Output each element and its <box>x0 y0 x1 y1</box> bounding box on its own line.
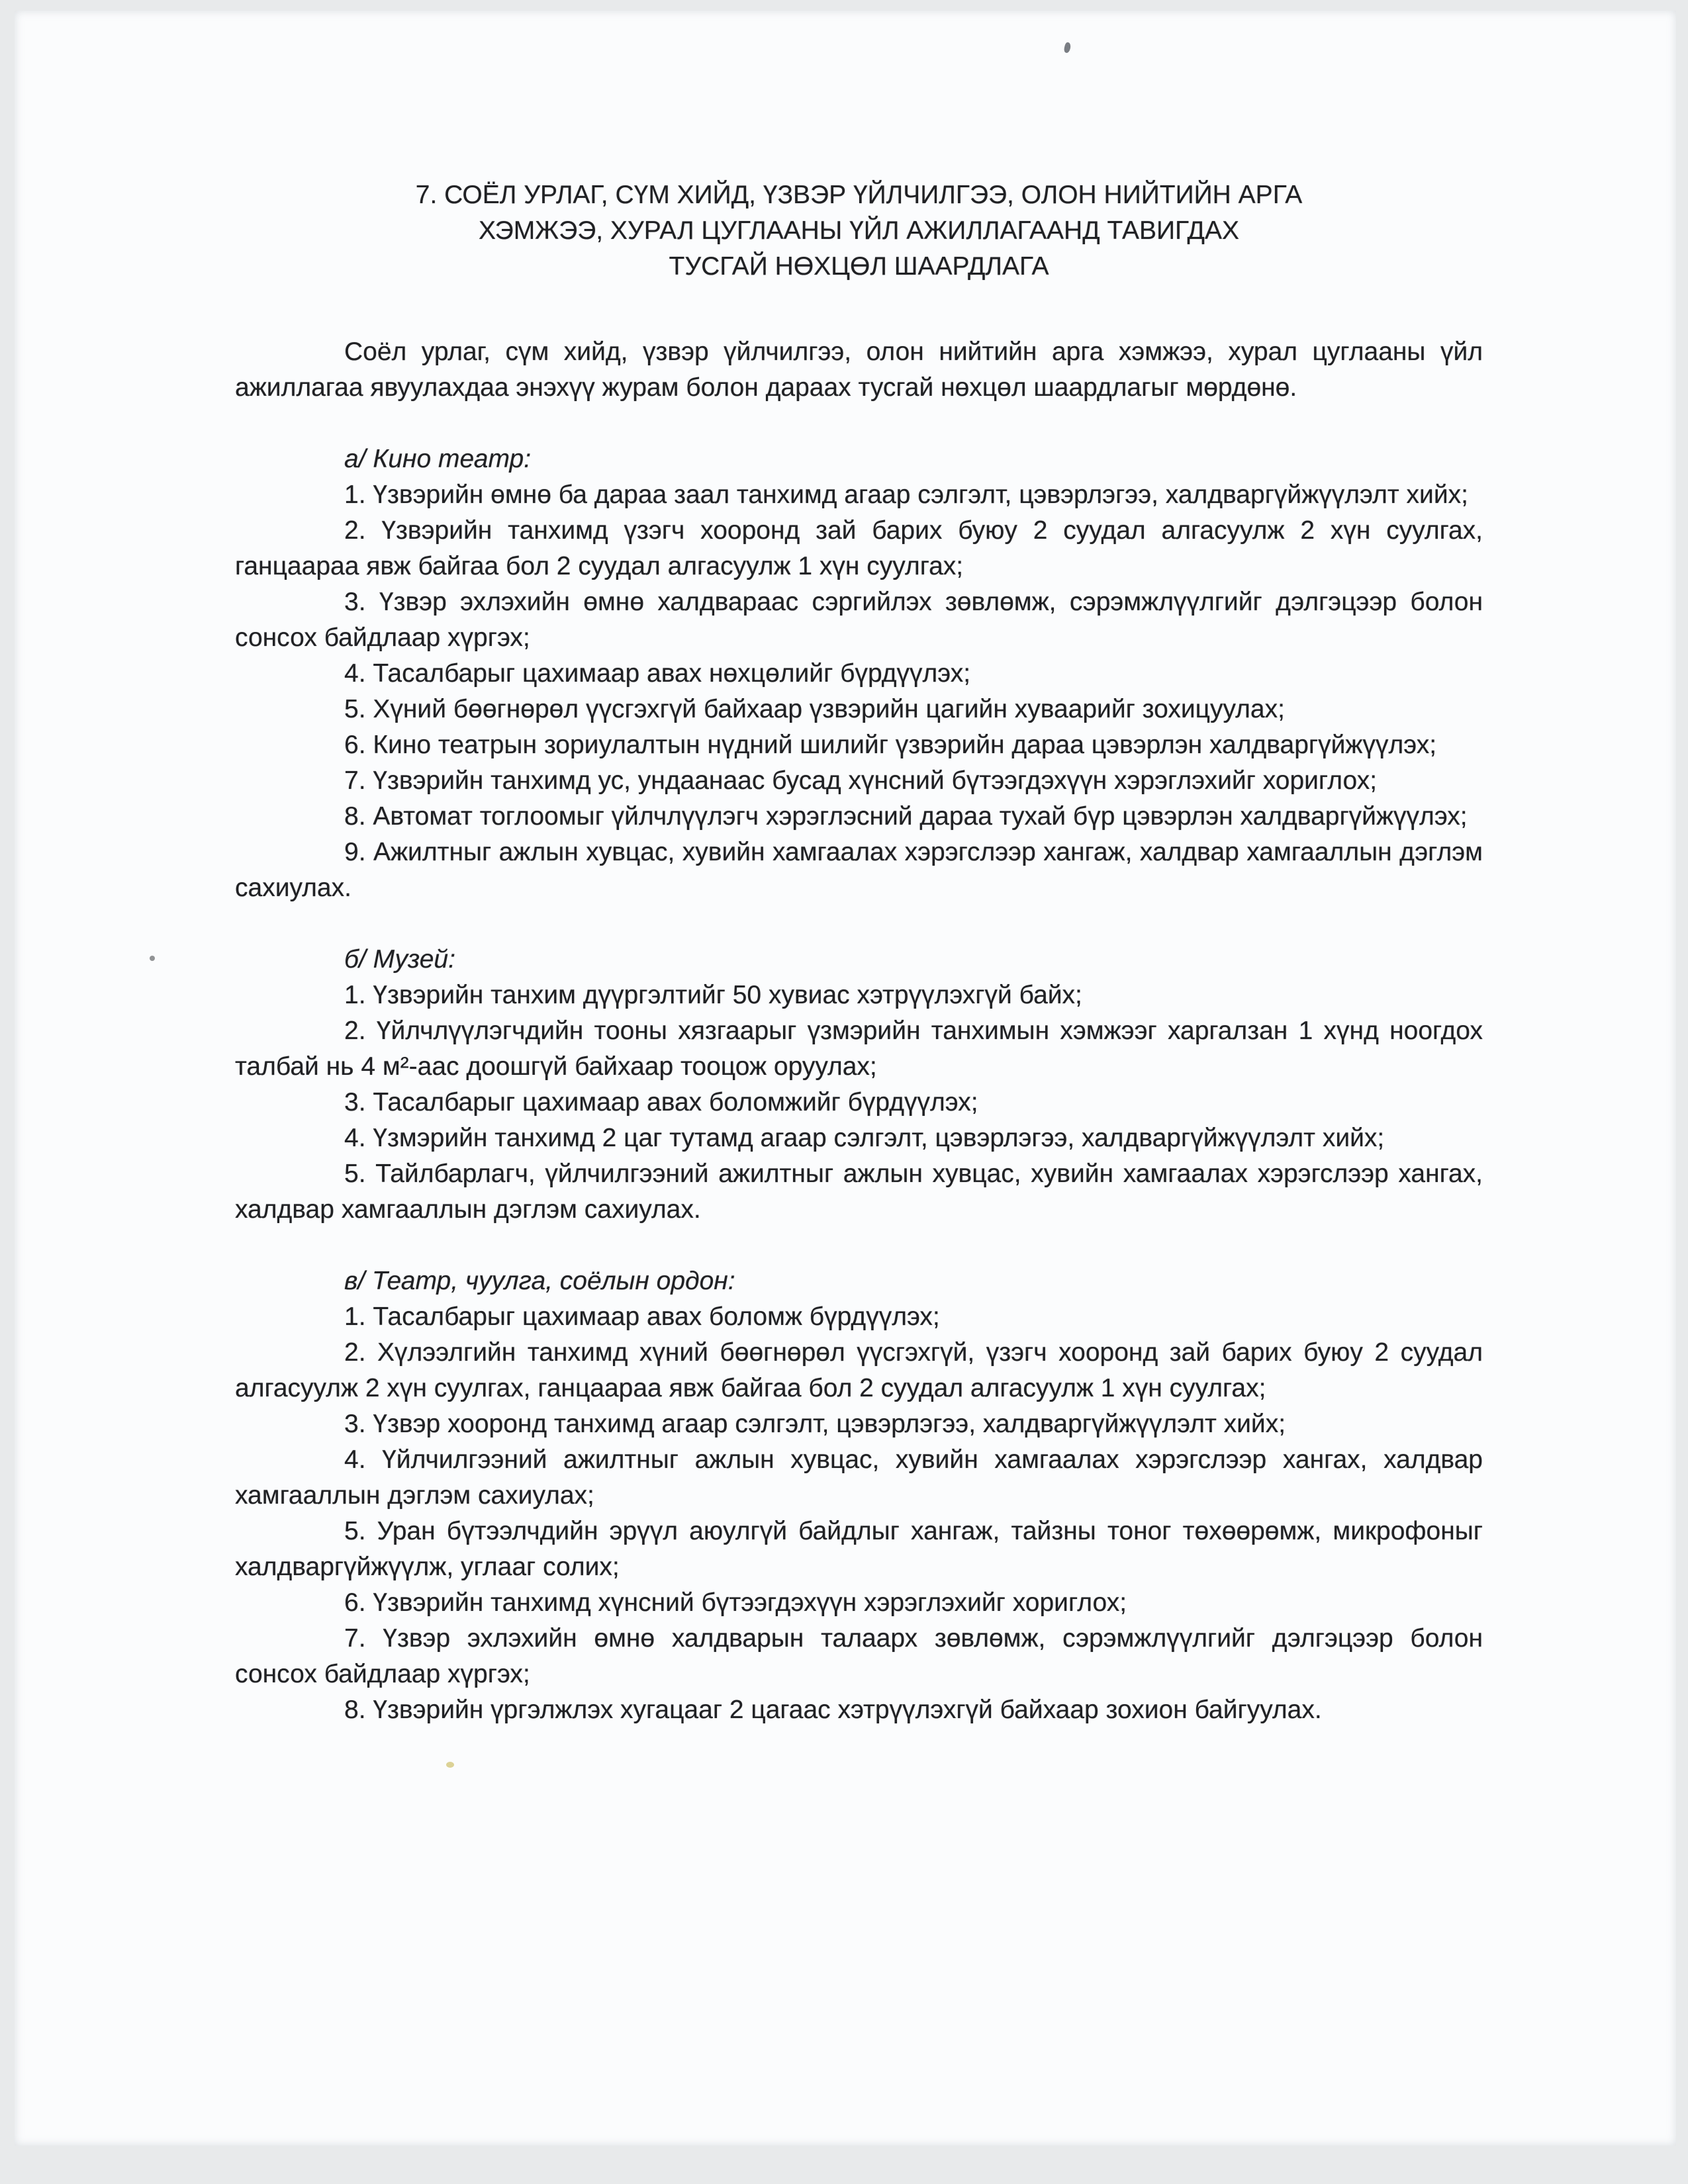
section-cinema-heading: а/ Кино театр: <box>344 445 532 473</box>
section-museum-item-5: 5. Тайлбарлагч, үйлчилгээний ажилтныг ажлын хувцас, хувийн хамгаалах хэрэгслээр хангах, халдвар хамгааллын дэглэм сахиулах. <box>235 1160 1483 1224</box>
section-theatre-item-4: 4. Үйлчилгээний ажилтныг ажлын хувцас, хувийн хамгаалах хэрэгслээр хангах, халдвар хамгааллын дэглэм сахиулах; <box>235 1445 1483 1510</box>
title-line-2: ХЭМЖЭЭ, ХУРАЛ ЦУГЛААНЫ ҮЙЛ АЖИЛЛАГААНД ТАВИГДАХ <box>478 216 1239 245</box>
section-museum-heading: б/ Музей: <box>344 945 455 974</box>
section-cinema-item-2: 2. Үзвэрийн танхимд үзэгч хооронд зай барих буюу 2 суудал алгасуулж 2 хүн суулгах, ганцаараа явж байгаа бол 2 суудал алгасуулж 1 хүн суулгах; <box>235 516 1483 580</box>
title-line-1: 7. СОЁЛ УРЛАГ, СҮМ ХИЙД, ҮЗВЭР ҮЙЛЧИЛГЭЭ, ОЛОН НИЙТИЙН АРГА <box>415 181 1303 209</box>
section-museum-item-1: 1. Үзвэрийн танхим дүүргэлтийг 50 хувиас хэтрүүлэхгүй байх; <box>344 981 1082 1009</box>
section-theatre-item-7: 7. Үзвэр эхлэхийн өмнө халдварын талаарх зөвлөмж, сэрэмжлүүлгийг дэлгэцээр болон сонсох байдлаар хүргэх; <box>235 1624 1483 1688</box>
section-cinema-item-7: 7. Үзвэрийн танхимд ус, ундаанаас бусад хүнсний бүтээгдэхүүн хэрэглэхийг хориглох; <box>344 766 1378 795</box>
section-cinema-item-4: 4. Тасалбарыг цахимаар авах нөхцөлийг бүрдүүлэх; <box>344 659 971 688</box>
document-title <box>235 177 1483 285</box>
section-theatre-item-1: 1. Тасалбарыг цахимаар авах боломж бүрдүүлэх; <box>344 1302 940 1331</box>
section-museum-item-2: 2. Үйлчлүүлэгчдийн тооны хязгаарыг үзмэрийн танхимын хэмжээг харгалзан 1 хүнд ноогдох талбай нь 4 м²-аас доошгүй байхаар тооцож оруулах; <box>235 1017 1483 1081</box>
section-theatre <box>235 1263 1483 1728</box>
section-theatre-item-3: 3. Үзвэр хооронд танхимд агаар сэлгэлт, цэвэрлэгээ, халдваргүйжүүлэлт хийх; <box>344 1410 1286 1438</box>
scan-speck-icon <box>446 1762 454 1768</box>
section-theatre-item-5: 5. Уран бүтээлчдийн эрүүл аюулгүй байдлыг хангаж, тайзны тоног төхөөрөмж, микрофоныг халдваргүйжүүлж, углааг солих; <box>235 1517 1483 1581</box>
section-cinema-item-8: 8. Автомат тоглоомыг үйлчлүүлэгч хэрэглэсний дараа тухай бүр цэвэрлэн халдваргүйжүүлэх; <box>344 802 1468 831</box>
section-theatre-item-2: 2. Хүлээлгийн танхимд хүний бөөгнөрөл үүсгэхгүй, үзэгч хооронд зай барих буюу 2 суудал алгасуулж 2 хүн суулгах, ганцаараа явж байгаа бол 2 суудал алгасуулж 1 хүн суулгах; <box>235 1338 1483 1402</box>
section-cinema <box>235 441 1483 906</box>
section-theatre-item-8: 8. Үзвэрийн үргэлжлэх хугацааг 2 цагаас хэтрүүлэхгүй байхаар зохион байгуулах. <box>344 1696 1322 1724</box>
section-museum <box>235 942 1483 1228</box>
section-cinema-item-6: 6. Кино театрын зориулалтын нүдний шилийг үзвэрийн дараа цэвэрлэн халдваргүйжүүлэх; <box>344 731 1437 759</box>
section-cinema-item-1: 1. Үзвэрийн өмнө ба дараа заал танхимд агаар сэлгэлт, цэвэрлэгээ, халдваргүйжүүлэлт хийх; <box>344 480 1468 509</box>
scan-speck-icon <box>150 956 155 961</box>
section-cinema-item-5: 5. Хүний бөөгнөрөл үүсгэхгүй байхаар үзвэрийн цагийн хуваарийг зохицуулах; <box>344 695 1285 723</box>
section-museum-item-4: 4. Үзмэрийн танхимд 2 цаг тутамд агаар сэлгэлт, цэвэрлэгээ, халдваргүйжүүлэлт хийх; <box>344 1124 1385 1152</box>
section-museum-item-3: 3. Тасалбарыг цахимаар авах боломжийг бүрдүүлэх; <box>344 1088 978 1116</box>
scan-speck-icon <box>1063 42 1072 54</box>
title-line-3: ТУСГАЙ НӨХЦӨЛ ШААРДЛАГА <box>669 252 1049 281</box>
section-theatre-heading: в/ Театр, чуулга, соёлын ордон: <box>344 1267 735 1295</box>
section-cinema-item-3: 3. Үзвэр эхлэхийн өмнө халдвараас сэргийлэх зөвлөмж, сэрэмжлүүлгийг дэлгэцээр болон сонсох байдлаар хүргэх; <box>235 588 1483 652</box>
intro-paragraph: Соёл урлаг, сүм хийд, үзвэр үйлчилгээ, олон нийтийн арга хэмжээ, хурал цуглааны үйл ажиллагаа явуулахдаа энэхүү журам болон дараах тусгай нөхцөл шаардлагыг мөрдөнө. <box>235 338 1483 402</box>
section-theatre-item-6: 6. Үзвэрийн танхимд хүнсний бүтээгдэхүүн хэрэглэхийг хориглох; <box>344 1588 1127 1617</box>
document-content <box>235 177 1483 1728</box>
section-cinema-item-9: 9. Ажилтныг ажлын хувцас, хувийн хамгаалах хэрэгслээр хангаж, халдвар хамгааллын дэглэм сахиулах. <box>235 838 1483 902</box>
